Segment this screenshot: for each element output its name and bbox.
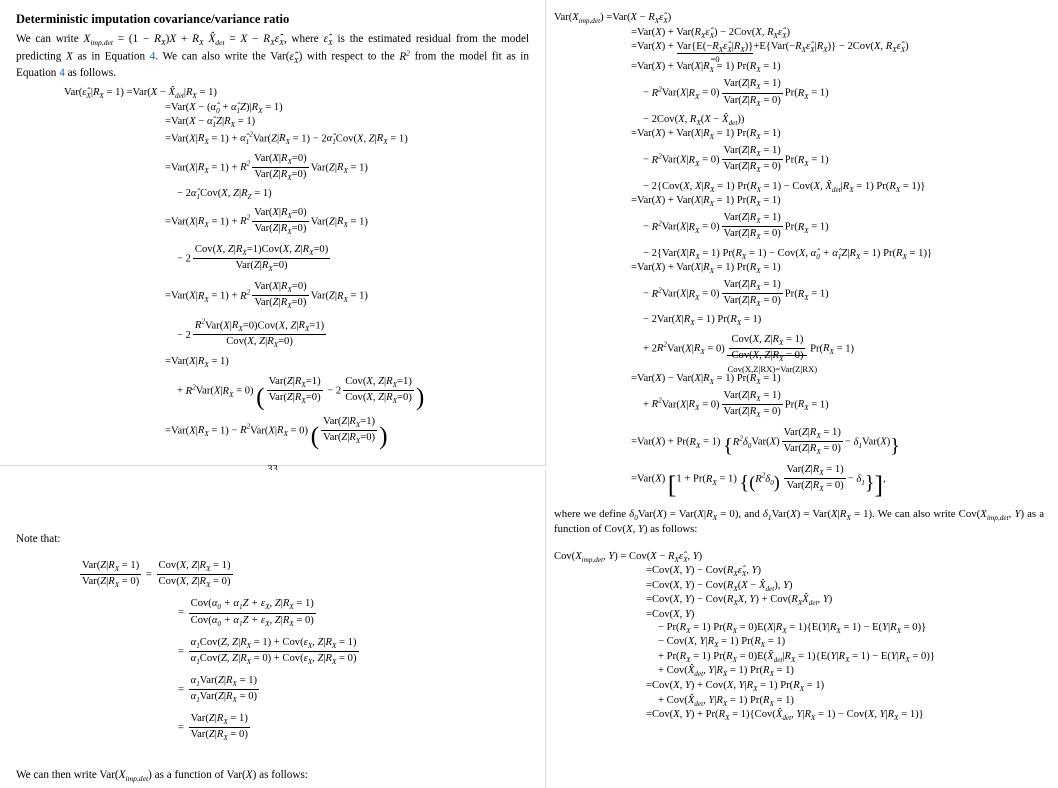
equation-reference-4b[interactable]: 4 xyxy=(59,67,65,80)
page-left-top xyxy=(0,0,546,466)
equation-block-var-imp-det: $Var(X_{imp,det})$ $=Var(X - R_X\varepsilon̂_X)$ $=Var(X) + Var(R_X\varepsilon̂_X) - 2Cov(X$, $R_X\varepsilon̂_X$) $=Var(X) + Var\{E(-R_X\varepsilon̂_X|R_X)\}$ =0 $+E\{Var(-R_X\varepsilon̂_X|R_X)\} - 2Cov(X$, $R_X\varepsilon̂_X$) $=Var(X) + Var(X|R_X = 1) Pr(R_X = 1)$ − $R^2Var(X|R_X = 0)$ $\frac{Var(Z|R_X = 1)}{Var(Z|R_X = 0)}$ $Pr(R_X = 1)$ − 2Cov(X, $R_X(X$ − $X̂_{det}$)) $=Var(X) + Var(X|R_X = 1) Pr(R_X = 1)$ − $R^2Var(X|R_X = 0)$ $\frac{Var(Z|R_X = 1)}{Var(Z|R_X = 0)}$ $Pr(R_X = 1)$ − 2{Cov(X, $X|R_X = 1$) $Pr(R_X = 1) - Cov(X$, $X̂_{det}|R_X = 1$) $Pr(R_X = 1)$} $=Var(X) + Var(X|R_X = 1) Pr(R_X = 1)$ − $R^2Var(X|R_X = 0)$ $\frac{Var(Z|R_X = 1)}{Var(Z|R_X = 0)}$ $Pr(R_X = 1)$ − $2\{Var(X|R_X = 1) Pr(R_X = 1) - Cov(X$, $\alphâ_0$ + $\alphâ_1Z|R_X = 1$) $Pr(R_X = 1)$} $=Var(X) + Var(X|R_X = 1) Pr(R_X = 1)$ − $R^2Var(X|R_X = 0)$ $\frac{Var(Z|R_X = 1)}{Var(Z|R_X = 0)}$ $Pr(R_X = 1)$ − $2Var(X|R_X = 1) Pr(R_X = 1)$ + $2R^2Var(X|R_X = 0)$ $\frac{Cov(X, Z|R_X = 1)}{Cov(X, Z|R_X = 0)}$ Cov(X,Z|RX)=Var(Z|RX) $Pr(R_X = 1)$ $=Var(X) - Var(X|R_X = 1) Pr(R_X = 1)$ + $R^2Var(X|R_X = 0)$ $\frac{Var(Z|R_X = 1)}{Var(Z|R_X = 0)}$ $Pr(R_X = 1)$ $=Var(X) + Pr(R_X = 1)$ {$R^2\delta_0Var(X)$ $\frac{Var(Z|R_X = 1)}{Var(Z|R_X = 0)}$ − $\delta_1Var(X)$} =Var(X) [$1 + Pr(R_X = 1)$ {$(R^2\delta_0)$ $\frac{Var(Z|R_X = 1)}{Var(Z|R_X = 0)}$ − $\delta_1$}], xyxy=(554,12,933,499)
intro-paragraph: We can write $X_{imp,det} = (1 - R_X)X + R_X$ $X̂_{det} = X$ − $R_X\varepsilon̂_X$, where $\varepsilon̂_X$ is the estimated residual from the model predicting X as in Equation 4. We can also write the $Var(\varepsilon̂_X)$ with respect to the $R^2$ from the model fit as in Equation 4 as follows. xyxy=(16,33,530,80)
page-right xyxy=(546,0,1058,788)
text-frag: We can write xyxy=(16,33,84,45)
equation-reference-4a[interactable]: 4 xyxy=(149,51,156,63)
page-left-bottom xyxy=(0,470,546,788)
section-heading: Deterministic imputation covariance/variance ratio xyxy=(16,12,290,26)
equation-block-var-residual: $Var(\varepsilon̂_X|R_X = 1)$ $=Var(X - X̂_{det}|R_X = 1)$ $=Var(X - (\alphâ_0$ + $\alphâ_1Z)|R_X = 1$) $=Var(X - \alphâ_1Z|R_X = 1)$ $=Var(X|R_X = 1)$ + $\alphâ_1^2Var(Z|R_X = 1)$ − $2\alphâ_1Cov(X$, $Z|R_X = 1$) $=Var(X|R_X = 1) + R^2$ $\frac{Var(X|R_X=0)}{Var(Z|R_X=0)}$ $Var(Z|R_X = 1)$ − $2\alphâ_1Cov(X$, $Z|R_Z = 1$) $=Var(X|R_X = 1) + R^2$ $\frac{Var(X|R_X=0)}{Var(Z|R_X=0)}$ $Var(Z|R_X = 1)$ − 2 $\frac{Cov(X, Z|R_X=1)Cov(X, Z|R_X=0)}{Var(Z|R_X=0)}$ $=Var(X|R_X = 1) + R^2$ $\frac{Var(X|R_X=0)}{Var(Z|R_X=0)}$ $Var(Z|R_X = 1)$ − 2 $\frac{R^2Var(X|R_X=0)Cov(X, Z|R_X=1)}{Cov(X, Z|R_X=0)}$ $=Var(X|R_X = 1)$ + $R^2Var(X|R_X = 0)$ ( $\frac{Var(Z|R_X=1)}{Var(Z|R_X=0)}$ − 2 $\frac{Cov(X, Z|R_X=1)}{Cov(X, Z|R_X=0)}$ ) $=Var(X|R_X = 1) - R^2Var(X|R_X = 0)$ ( $\frac{Var(Z|R_X=1)}{Var(Z|R_X=0)}$ ) xyxy=(64,87,425,450)
underbrace-label-zero: =0 xyxy=(710,54,720,65)
definition-paragraph: where we define $\delta_0Var(X) = Var(X|R_X = 0)$, and $\delta_1Var(X) = Var(X|R_X = 1)$. We can also write $Cov(X_{imp,det}$, Y) as a function of Cov(X, Y) as follows: xyxy=(554,507,1044,536)
underbrace-label-cov: Cov(X,Z|RX)=Var(Z|RX) xyxy=(727,364,818,375)
note-label: Note that: xyxy=(16,533,61,546)
closing-paragraph: We can then write $Var(X_{imp,det})$ as a function of Var(X) as follows: xyxy=(16,769,308,784)
equation-block-ratio: $\frac{Var(Z|R_X = 1)}{Var(Z|R_X = 0)}$ = $\frac{Cov(X, Z|R_X = 1)}{Cov(X, Z|R_X = 0)}$ = $\frac{Cov(\alpha_0 + \alpha_1Z + \varepsilon_X, Z|R_X = 1)}{Cov(\alpha_0 + \alpha_1Z + \varepsilon_X, Z|R_X = 0)}$ = $\frac{\alpha_1Cov(Z, Z|R_X = 1) + Cov(\varepsilon_X, Z|R_X = 1)}{\alpha_1Cov(Z, Z|R_X = 0) + Cov(\varepsilon_X, Z|R_X = 0)}$ = $\frac{\alpha_1Var(Z|R_X = 1)}{\alpha_1Var(Z|R_X = 0)}$ = $\frac{Var(Z|R_X = 1)}{Var(Z|R_X = 0)}$ xyxy=(82,560,357,743)
equation-block-cov-imp-det: $Cov(X_{imp,det}$, Y) = $Cov(X - R_X\varepsilon̂_X$, Y) =Cov(X, $Y) - Cov(R_X\varepsilon̂_X$, Y) =Cov(X, $Y) - Cov(R_X(X$ − $X̂_{det}$), Y) =Cov(X, $Y) - Cov(R_XX$, $Y) + Cov(R_XX̂_{det}$, Y) =Cov(X, Y) − $Pr(R_X = 1) Pr(R_X = 0)E(X|R_X = 1)\{E(Y|R_X = 1) - E(Y|R_X = 0)\}$ − Cov(X, $Y|R_X = 1$) $Pr(R_X = 1)$ + $Pr(R_X = 1) Pr(R_X$ = $0)E(X̂_{det}|R_X = 1)\{E(Y|R_X = 1) - E(Y|R_X = 0)\}$ + $Cov(X̂_{det}$, $Y|R_X = 1$) $Pr(R_X = 1)$ =Cov(X, Y) + Cov(X, $Y|R_X = 1$) $Pr(R_X = 1)$ + $Cov(X̂_{det}$, $Y|R_X = 1$) $Pr(R_X = 1)$ =Cov(X, $Y) + Pr(R_X$ = $1)\{Cov(X̂_{det}$, $Y|R_X = 1) - Cov(X$, $Y|R_X = 1$)} xyxy=(554,550,935,723)
